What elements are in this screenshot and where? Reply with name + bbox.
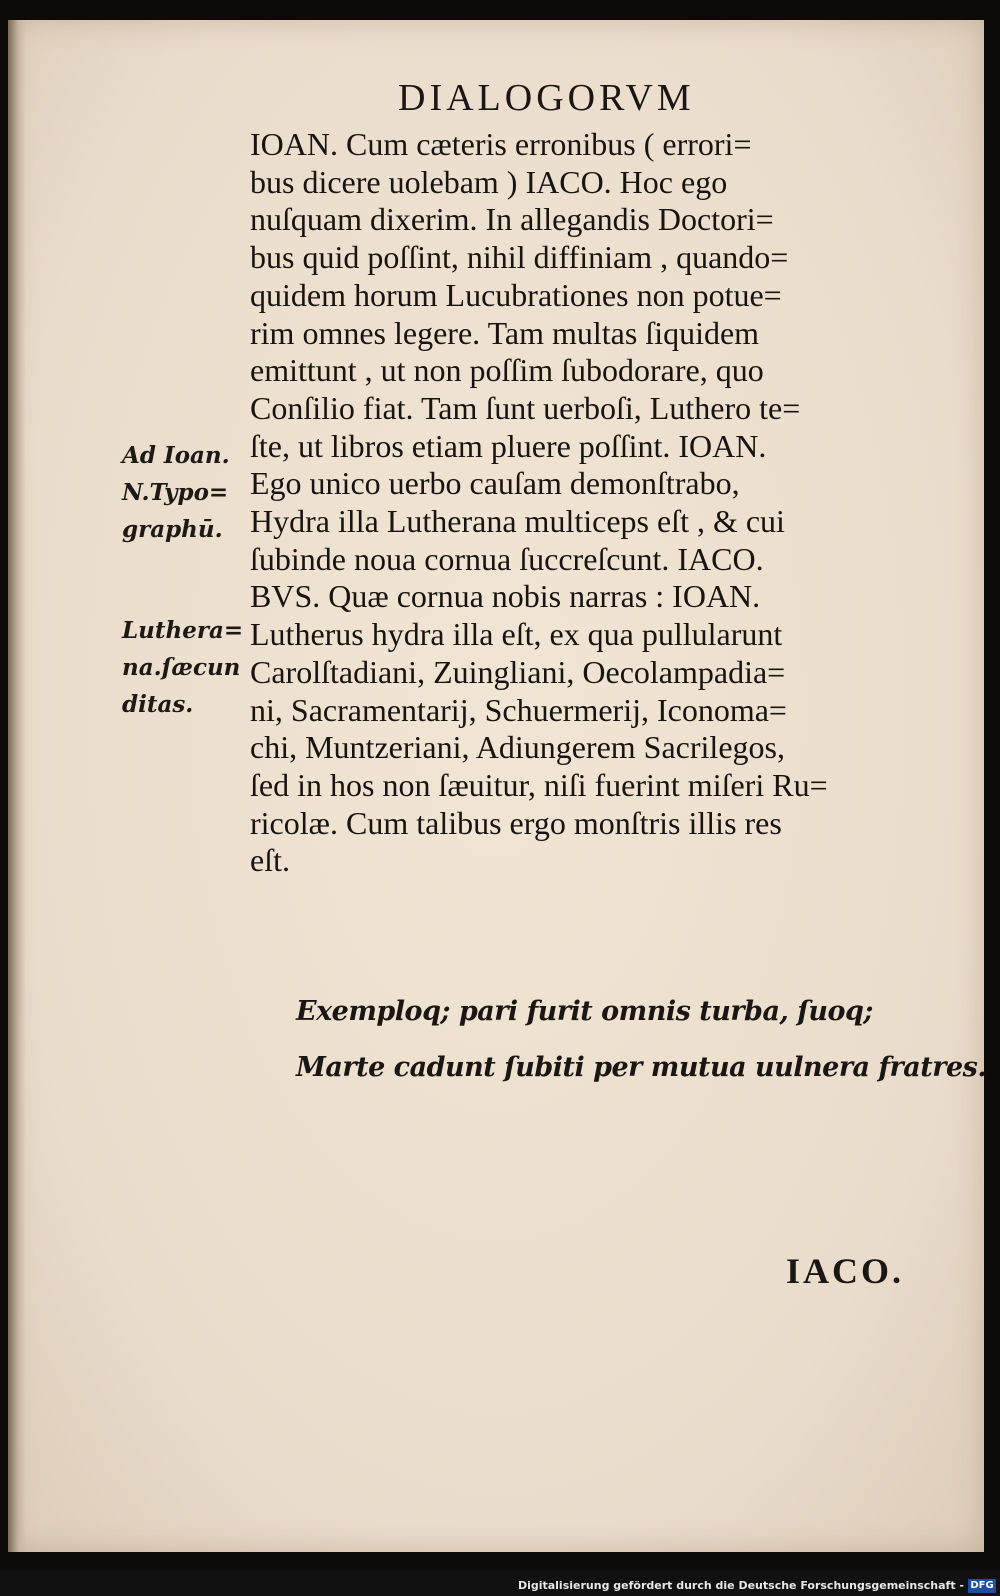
text-line: chi, Muntzeriani, Adiungerem Sacrilegos, xyxy=(250,729,785,766)
margin-note-line: ditas. xyxy=(122,691,194,718)
text-line: ricolæ. Cum talibus ergo monſtris illis res xyxy=(250,804,782,841)
text-line: Conſilio fiat. Tam ſunt uerboſi, Luthero te= xyxy=(250,389,801,426)
margin-note-line: Ad Ioan. xyxy=(122,442,230,469)
dfg-logo: DFG xyxy=(968,1579,996,1593)
margin-note-line: graphū. xyxy=(122,516,223,543)
main-text-block xyxy=(250,126,930,880)
text-line: ſte, ut libros etiam pluere poſſint. IOAN. xyxy=(250,427,767,464)
page-gutter xyxy=(8,20,26,1552)
margin-note-line: N.Typo= xyxy=(122,479,229,506)
verse-line: Marte cadunt ſubiti per mutua uulnera fratres. xyxy=(296,1052,987,1083)
text-line: IOAN. Cum cæteris erronibus ( errori= xyxy=(250,126,752,162)
text-line: ni, Sacramentarij, Schuermerij, Iconoma= xyxy=(250,691,787,728)
text-line: quidem horum Lucubrationes non potue= xyxy=(250,276,782,313)
verse-line: Exemploq; pari furit omnis turba, ſuoq; xyxy=(296,996,873,1027)
text-line: bus quid poſſint, nihil diffiniam , quando= xyxy=(250,239,789,276)
text-line: BVS. Quæ cornua nobis narras : IOAN. xyxy=(250,578,761,615)
margin-note-typographer xyxy=(122,437,252,548)
margin-note-line: na.ſæcun xyxy=(122,654,241,681)
verse-quotation xyxy=(296,984,986,1096)
margin-note-fecunditas xyxy=(122,612,252,723)
text-line: rim omnes legere. Tam multas ſiquidem xyxy=(250,314,760,351)
catchword: IACO. xyxy=(786,1251,905,1291)
text-line: nuſquam dixerim. In allegandis Doctori= xyxy=(250,201,774,238)
text-line: Carolſtadiani, Zuingliani, Oecolampadia= xyxy=(250,653,786,690)
digitization-credit: Digitalisierung gefördert durch die Deutsche Forschungsgemeinschaft - xyxy=(517,1579,964,1592)
text-line: Lutherus hydra illa eſt, ex qua pullularunt xyxy=(250,616,783,653)
text-line: emittunt , ut non poſſim ſubodorare, quo xyxy=(250,352,764,389)
text-line: ſed in hos non ſæuitur, niſi fuerint miſeri Ru= xyxy=(250,766,828,803)
text-line: eſt. xyxy=(250,842,290,879)
text-line: ſubinde noua cornua ſuccreſcunt. IACO. xyxy=(250,540,764,577)
running-header: DIALOGORVM xyxy=(398,77,695,119)
text-line: Hydra illa Lutherana multiceps eſt , & cui xyxy=(250,503,785,540)
margin-note-line: Luthera= xyxy=(122,617,244,644)
text-line: bus dicere uolebam ) IACO. Hoc ego xyxy=(250,163,728,200)
text-line: Ego unico uerbo cauſam demonſtrabo, xyxy=(250,465,740,502)
